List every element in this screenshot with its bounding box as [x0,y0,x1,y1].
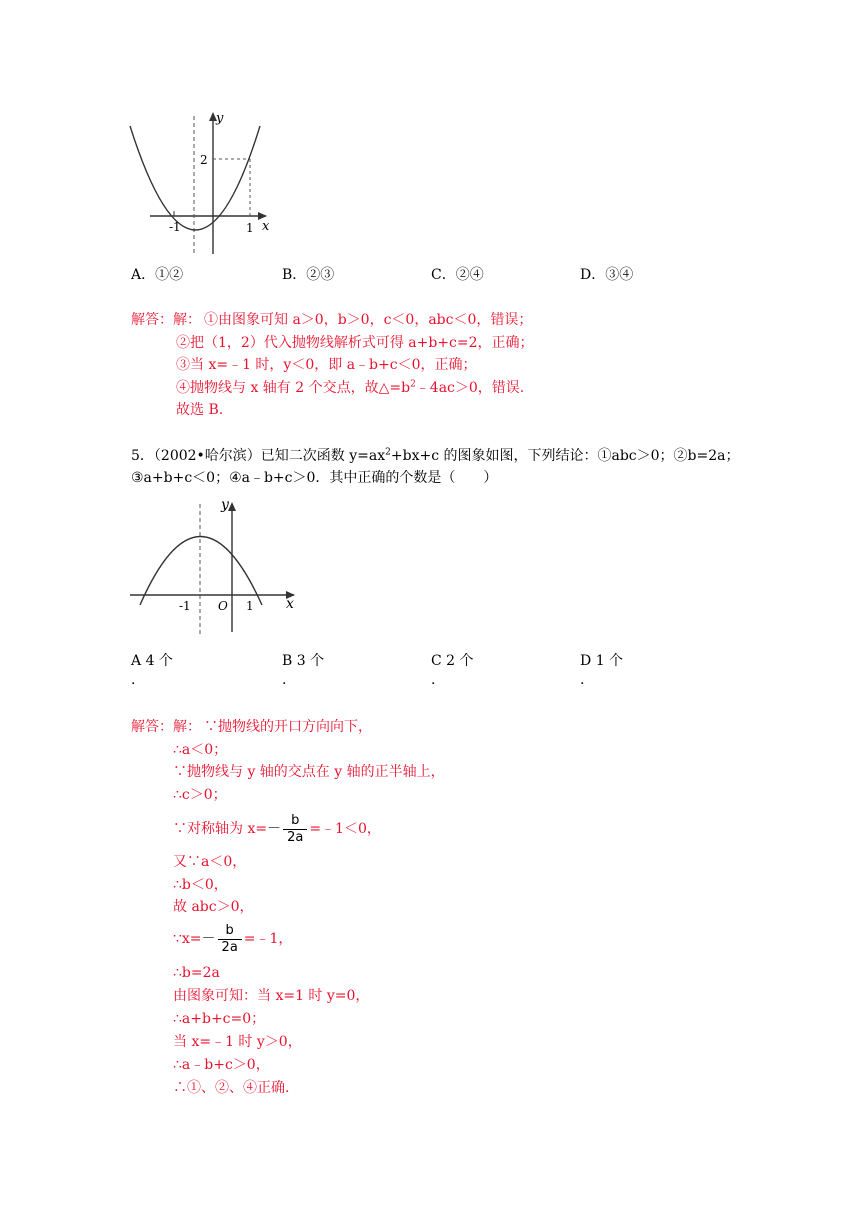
q4-answer-line-1: ①由图象可知 a＞0，b＞0，c＜0，abc＜0，错误； [204,312,533,328]
q5-answer-line-14: ∴a﹣b+c＞0， [173,1057,270,1073]
q4-answer-line-4: ④抛物线与 x 轴有 2 个交点，故$\triangle=b^2﹣4ac>0$，错误. [176,379,525,396]
q5-answer-line-8: 故 abc＞0， [173,899,254,915]
q5-option-a: A 4 个 [131,653,173,669]
tick-label-1: 1 [246,599,254,613]
q5-answer-line-2: ∴a＜0； [173,742,228,758]
q5-answer-line-9: ∵x=－ $\frac{b}{2a}$ =﹣1， [173,922,293,955]
q4-answer-line-2: ②把（1，2）代入抛物线解析式可得 a+b+c=2，正确； [176,335,534,351]
q5-answer-line-13: 当 x=﹣1 时 y＞0， [173,1034,302,1050]
q5-option-c-dot: . [431,672,436,688]
y-axis-label: y [216,111,224,126]
tick-label-2: 2 [200,153,208,167]
q5-answer-line-3: ∵抛物线与 y 轴的交点在 y 轴的正半轴上， [173,764,445,780]
q5-option-a-dot: . [131,672,136,688]
x-axis-label: x [262,219,270,234]
q5-answer-line-15: ∴①、②、④正确. [173,1080,290,1096]
q5-option-b: B 3 个 [282,653,325,669]
q4-option-a: A．①② [131,267,184,283]
q4-answer-line-3: ③当 x=﹣1 时，y＜0，即 a﹣b+c＜0，正确； [176,357,477,373]
x-axis-label: x [286,596,294,612]
q5-parabola-graph [128,494,308,636]
tick-label-origin: O [218,599,228,613]
q4-option-c: C．②④ [431,267,484,283]
q5-answer-line-10: ∴b=2a [173,965,220,981]
q5-question-line-1: 5．（2002•哈尔滨）已知二次函数 $y=ax^2+bx+c$ 的图象如图，下列结论：①abc＞0；②b=2a； [131,447,740,464]
q5-option-d-dot: . [580,672,585,688]
q5-option-c: C 2 个 [431,653,474,669]
q5-option-b-dot: . [282,672,287,688]
q5-answer-line-5: ∵对称轴为 x=－ $\frac{b}{2a}$ =﹣1＜0， [173,812,381,845]
q5-answer-line-6: 又∵a＜0， [173,854,247,870]
q5-answer-line-4: ∴c＞0； [173,787,227,803]
q5-question-line-2: ③a+b+c＜0；④a﹣b+c＞0．其中正确的个数是（ ） [131,470,498,486]
q5-answer-line-7: ∴b＜0， [173,877,228,893]
y-axis-arrow [228,502,236,511]
tick-label-neg1: -1 [169,220,181,234]
q5-answer-line-11: 由图象可知：当 x=1 时 y=0， [173,988,370,1004]
y-axis-label: y [221,497,229,513]
q4-answer-line-5: 故选 B. [176,402,224,418]
fraction-b-over-2a: $\frac{b}{2a}$ [283,813,307,846]
parabola-curve [130,126,260,230]
q5-option-d: D 1 个 [580,653,624,669]
q4-option-b: B．②③ [282,267,335,283]
tick-label-neg1: -1 [179,599,191,613]
fraction-b-over-2a: $\frac{b}{2a}$ [218,923,242,956]
q4-parabola-graph [126,104,276,264]
q4-answer-prefix: 解答：解： [131,312,201,328]
q4-option-d: D．③④ [580,267,634,283]
q5-answer-prefix: 解答：解： [131,719,201,735]
q5-answer-line-1: ∵抛物线的开口方向向下， [204,719,372,735]
tick-label-1: 1 [246,221,254,235]
q5-answer-line-12: ∴a+b+c=0； [173,1011,266,1027]
